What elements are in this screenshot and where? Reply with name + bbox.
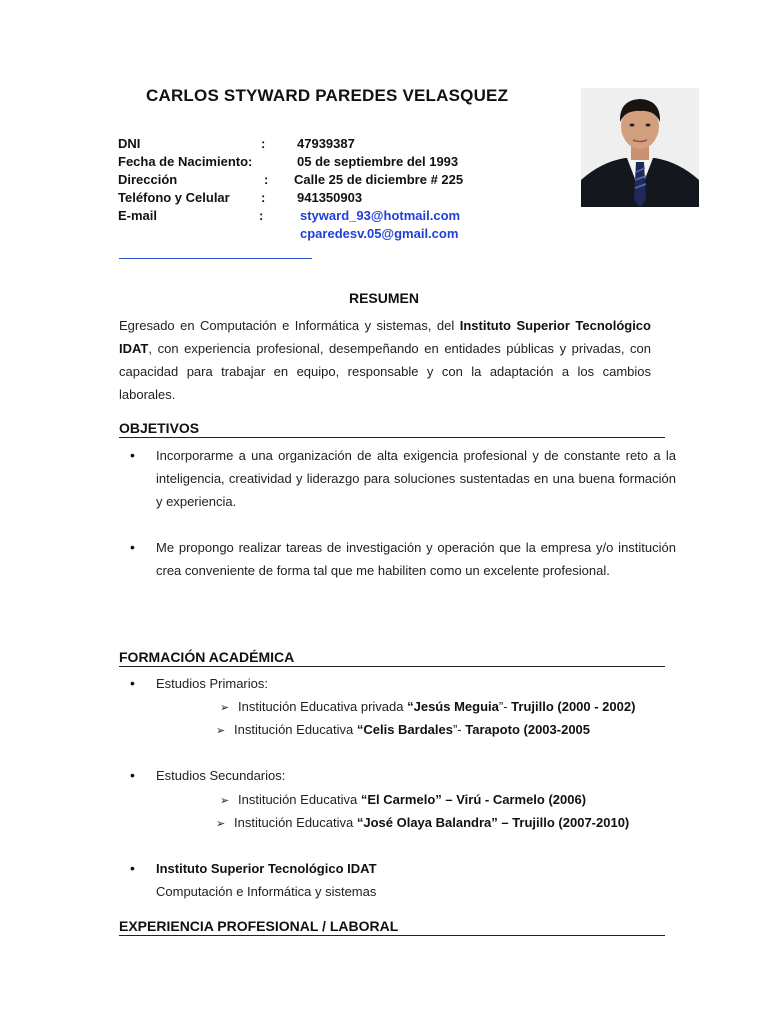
- section-title-resumen: RESUMEN: [348, 290, 419, 306]
- section-heading-experiencia: EXPERIENCIA PROFESIONAL / LABORAL: [119, 917, 665, 936]
- arrow-bullet-icon: ➢: [220, 702, 230, 714]
- info-value: 05 de septiembre del 1993: [297, 154, 459, 169]
- info-label: DNI: [118, 136, 141, 151]
- info-row-email: [118, 208, 588, 226]
- section-heading-formacion: FORMACIÓN ACADÉMICA: [119, 648, 665, 667]
- info-label: Fecha de Nacimiento:: [118, 154, 253, 169]
- school-name: “Celis Bardales: [356, 722, 453, 737]
- personal-info: [118, 136, 588, 244]
- resumen-text-1: Egresado en Computación e Informática y sistemas, del: [119, 318, 460, 333]
- education-institute: Instituto Superior Tecnológico IDAT: [156, 861, 377, 876]
- info-value: Calle 25 de diciembre # 225: [294, 172, 464, 187]
- portrait-illustration: [581, 88, 699, 207]
- info-colon: :: [259, 208, 264, 223]
- school-separator: ”-: [498, 699, 512, 714]
- school-name: “El Carmelo” – Virú - Carmelo (2006): [360, 792, 587, 807]
- info-row-birthdate: [118, 154, 588, 172]
- divider-line: [119, 258, 312, 259]
- info-row-address: [118, 172, 588, 190]
- school-name: “José Olaya Balandra” – Trujillo (2007-2010): [356, 815, 630, 830]
- school-separator: ”-: [452, 722, 466, 737]
- objective-item: Incorporarme a una organización de alta exigencia profesional y de constante reto a la inteligencia, creatividad y liderazgo para soluciones sustentadas en una buena formación y experiencia.: [156, 448, 676, 509]
- school-name: “Jesús Meguia: [407, 699, 499, 714]
- info-value: 47939387: [297, 136, 355, 151]
- info-label: E-mail: [118, 208, 158, 223]
- email-link-secondary[interactable]: cparedesv.05@gmail.com: [300, 226, 459, 241]
- education-item: [220, 699, 635, 714]
- school-place-years: Trujillo (2000 - 2002): [511, 699, 636, 714]
- arrow-bullet-icon: ➢: [220, 795, 230, 807]
- arrow-bullet-icon: ➢: [216, 818, 226, 830]
- bullet-dot: •: [130, 675, 135, 691]
- info-colon: :: [261, 136, 266, 151]
- resumen-text-2: , con experiencia profesional, desempeñando en entidades públicas y privadas, con capacidad para trabajar en equipo, responsable y con la adaptación a los cambios laborales.: [119, 341, 651, 402]
- bullet-dot: •: [130, 767, 135, 783]
- bullet-dot: •: [130, 860, 135, 876]
- profile-photo: [581, 88, 699, 207]
- arrow-bullet-icon: ➢: [216, 725, 226, 737]
- school-prefix: Institución Educativa privada: [238, 699, 408, 714]
- candidate-name: CARLOS STYWARD PAREDES VELASQUEZ: [146, 86, 509, 105]
- school-prefix: Institución Educativa: [234, 815, 357, 830]
- info-label: Dirección: [118, 172, 178, 187]
- info-row-email-2: [118, 226, 588, 244]
- info-row-phone: [118, 190, 588, 208]
- section-heading-objetivos: OBJETIVOS: [119, 419, 665, 438]
- education-career: Computación e Informática y sistemas: [156, 884, 377, 899]
- resumen-institute: Instituto Superior Tecnológico IDAT: [119, 318, 651, 356]
- info-value: 941350903: [297, 190, 363, 205]
- education-group-primary: Estudios Primarios:: [156, 676, 268, 691]
- info-row-dni: [118, 136, 588, 154]
- education-group-secondary: Estudios Secundarios:: [156, 768, 286, 783]
- email-link-primary[interactable]: styward_93@hotmail.com: [300, 208, 461, 223]
- school-prefix: Institución Educativa: [238, 792, 361, 807]
- info-colon: :: [264, 172, 269, 187]
- education-item: [216, 815, 629, 830]
- bullet-dot: •: [130, 447, 135, 463]
- school-place-years: Tarapoto (2003-2005: [465, 722, 591, 737]
- school-prefix: Institución Educativa: [234, 722, 357, 737]
- education-item: [216, 722, 590, 737]
- info-label: Teléfono y Celular: [118, 190, 230, 205]
- education-item: [220, 792, 586, 807]
- info-colon: :: [261, 190, 266, 205]
- bullet-dot: •: [130, 539, 135, 555]
- resumen-paragraph: [119, 314, 651, 406]
- objective-item: Me propongo realizar tareas de investigación y operación que la empresa y/o institución crea conveniente de forma tal que me habiliten como un excelente profesional.: [156, 540, 676, 578]
